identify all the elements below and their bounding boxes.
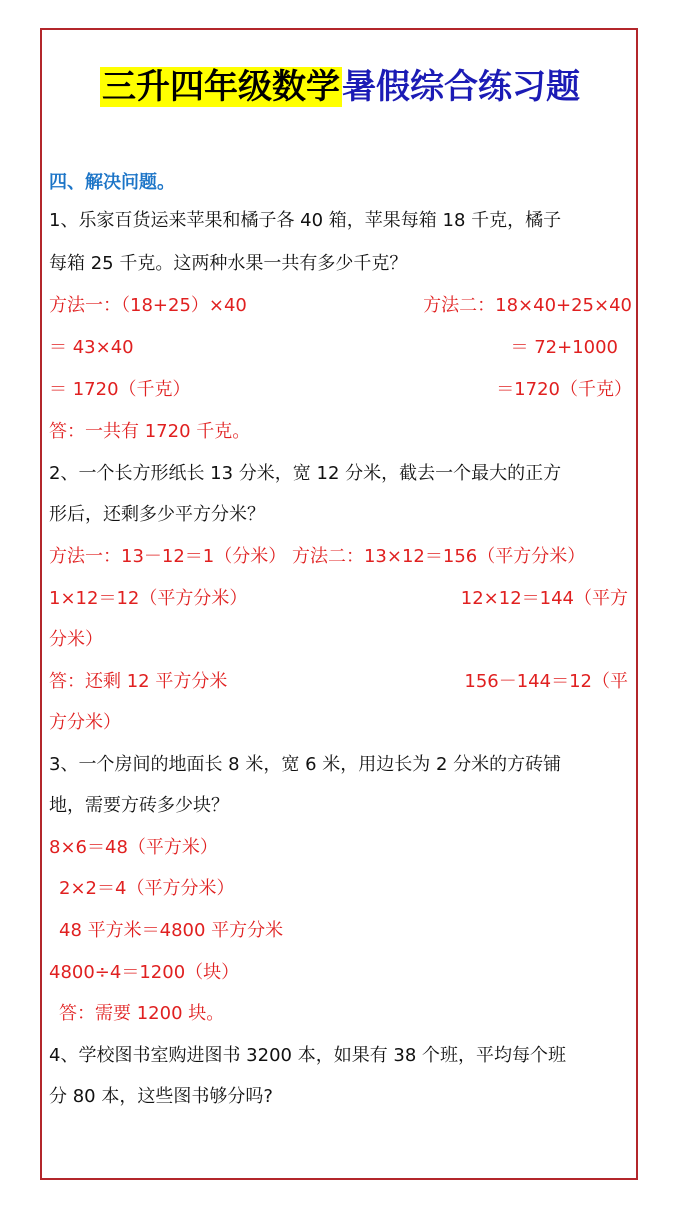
- q1-method2-step1: 方法二：18×40+25×40: [423, 295, 632, 316]
- q2-method2-step2-cont: 分米）: [49, 629, 103, 650]
- q2-method2-step3: 156－144＝12（平: [464, 671, 628, 692]
- q1-method1-step1: 方法一：（18+25）×40: [49, 295, 247, 316]
- q1-text-line1: 1、乐家百货运来苹果和橘子各 40 箱，苹果每箱 18 千克，橘子: [49, 210, 562, 231]
- q2-method2-step3-cont: 方分米）: [49, 712, 121, 733]
- q3-step2: 2×2＝4（平方分米）: [59, 878, 235, 899]
- q1-answer: 答：一共有 1720 千克。: [49, 421, 251, 442]
- q4-text-line2: 分 80 本，这些图书够分吗?: [49, 1086, 273, 1107]
- q2-method2-step2: 12×12＝144（平方: [460, 588, 628, 609]
- q1-text-line2: 每箱 25 千克。这两种水果一共有多少千克？: [49, 253, 408, 274]
- q2-text-line1: 2、一个长方形纸长 13 分米，宽 12 分米，截去一个最大的正方: [49, 463, 562, 484]
- q3-step3: 48 平方米＝4800 平方分米: [59, 920, 284, 941]
- q3-text-line1: 3、一个房间的地面长 8 米，宽 6 米，用边长为 2 分米的方砖铺: [49, 754, 562, 775]
- title-highlight: 三升四年级数学: [102, 67, 340, 107]
- q4-text-line1: 4、学校图书室购进图书 3200 本，如果有 38 个班，平均每个班: [49, 1045, 567, 1066]
- q1-method1-step2: ＝ 43×40: [49, 337, 134, 358]
- q1-method2-step3: ＝1720（千克）: [496, 379, 632, 400]
- q2-methods-line: 方法一：13－12＝1（分米） 方法二：13×12＝156（平方分米）: [49, 546, 586, 567]
- q3-step1: 8×6＝48（平方米）: [49, 837, 218, 858]
- q1-method2-step2: ＝ 72+1000: [510, 337, 618, 358]
- title-rest: 暑假综合练习题: [342, 67, 580, 107]
- q1-method1-step3: ＝ 1720（千克）: [49, 379, 191, 400]
- q3-text-line2: 地，需要方砖多少块？: [49, 795, 229, 816]
- q2-text-line2: 形后，还剩多少平方分米？: [49, 504, 265, 525]
- q2-method1-step2: 1×12＝12（平方分米）: [49, 588, 248, 609]
- page-title: [0, 62, 680, 112]
- section-heading: 四、解决问题。: [49, 172, 175, 193]
- q2-answer: 答：还剩 12 平方分米: [49, 671, 228, 692]
- q3-step4: 4800÷4＝1200（块）: [49, 962, 240, 983]
- q3-answer: 答：需要 1200 块。: [59, 1003, 225, 1024]
